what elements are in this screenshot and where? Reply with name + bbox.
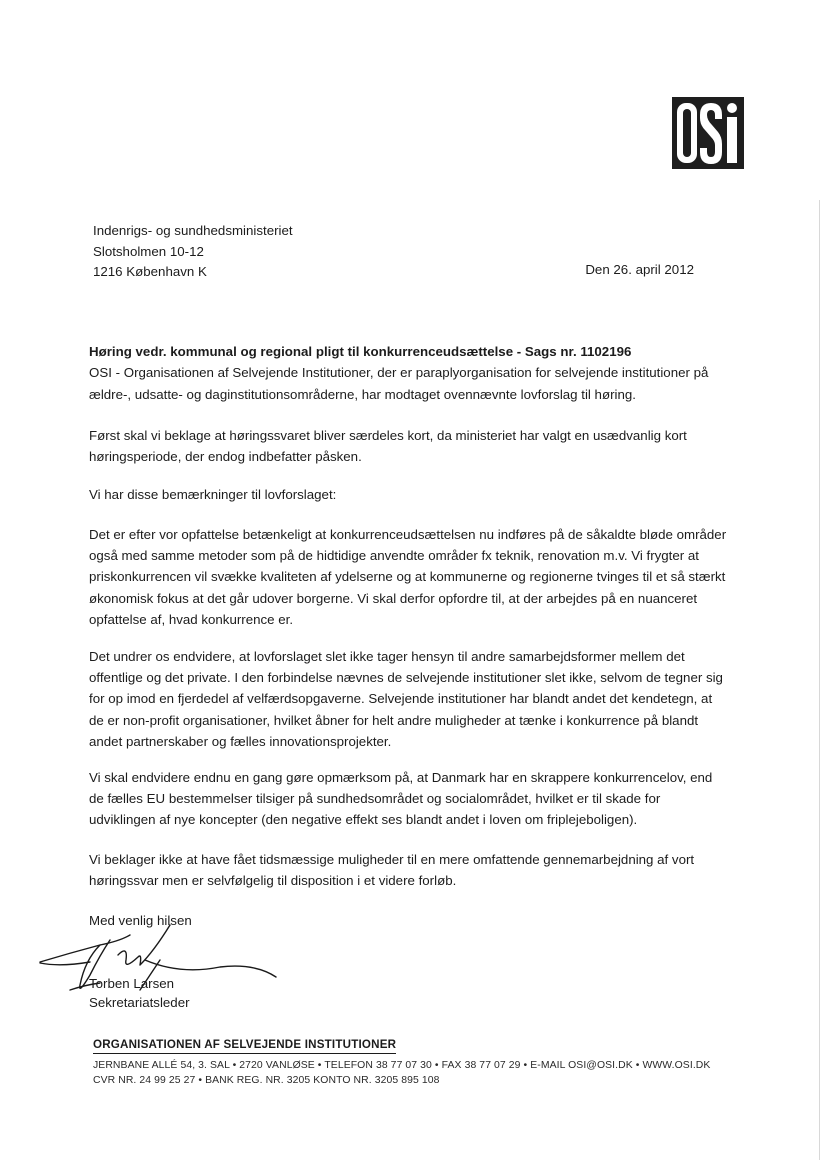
recipient-line: 1216 København K: [93, 264, 207, 279]
body-paragraph: Vi skal endvidere endnu en gang gøre opmærksom på, at Danmark har en skrappere konkurrencelov, end de fælles EU bestemmelser tilsiger på sundhedsområdet og socialområdet, hvilket er til skade for udviklingen af nye koncepter (den negative effekt ses blandt andet i loven om friplejeboligen).: [89, 770, 713, 828]
recipient-line: Slotsholmen 10-12: [93, 243, 204, 259]
closing-greeting: Med venlig hilsen: [89, 913, 192, 928]
subject-block: [89, 341, 729, 405]
body-paragraph: Vi har disse bemærkninger til lovforslaget:: [89, 487, 337, 502]
footer-bank-line: CVR NR. 24 99 25 27 • BANK REG. NR. 3205 KONTO NR. 3205 895 108: [93, 1075, 440, 1086]
recipient-address: [93, 220, 293, 282]
body-paragraph: Først skal vi beklage at høringssvaret bliver særdeles kort, da ministeriet har valgt en usædvanlig kort høringsperiode, der endog indbefatter påsken.: [89, 428, 687, 465]
body-paragraph: Det undrer os endvidere, at lovforslaget slet ikke tager hensyn til andre samarbejdsformer mellem det offentlige og det private. I den forbindelse nævnes de selvejende institutioner slet ikke, selvom de tegner sig for op imod en fjerdedel af velfærdsopgaverne. Selvejende institutioner har blandt andet det kendetegn, at de er non-profit organisationer, hvilket åbner for helt andre muligheder at tænke i konkurrence på blandt andet partnerskaber og fælles innovationsprojekter.: [89, 649, 723, 749]
signer-name: Torben Larsen: [89, 976, 175, 991]
footer-contact-line: JERNBANE ALLÉ 54, 3. SAL • 2720 VANLØSE • TELEFON 38 77 07 30 • FAX 38 77 07 29 • E-MAIL OSI@OSI.DK • WWW.OSI.DK: [93, 1060, 711, 1071]
footer-organisation: ORGANISATIONEN AF SELVEJENDE INSTITUTIONER: [93, 1038, 396, 1054]
recipient-line: Indenrigs- og sundhedsministeriet: [93, 223, 293, 238]
body-paragraph: Det er efter vor opfattelse betænkeligt at konkurrenceudsættelsen nu indføres på de såkaldte bløde områder også med samme metoder som på de hidtidige anvendte områder fx teknik, renovation m.v. Vi frygter at priskonkurrencen vil svække kvaliteten af ydelserne og at kommunerne og regionerne tvinges til et så stærkt økonomisk fokus at det går udover borgerne. Vi skal derfor opfordre til, at der arbejdes på en nuanceret opfattelse af, hvad konkurrence er.: [89, 527, 727, 627]
osi-logo: [672, 97, 744, 169]
subject-intro: OSI - Organisationen af Selvejende Institutioner, der er paraplyorganisation for selvejende institutioner på ældre-, udsatte- og daginstitutionsområderne, har modtaget ovennævnte lovforslag til høring.: [89, 365, 709, 402]
body-paragraph: Vi beklager ikke at have fået tidsmæssige muligheder til en mere omfattende gennemarbejdning af vort høringssvar men er selvfølgelig til disposition i et videre forløb.: [89, 852, 695, 889]
letter-date: Den 26. april 2012: [585, 262, 694, 277]
scan-edge-line: [819, 200, 820, 1160]
subject-title: Høring vedr. kommunal og regional pligt til konkurrenceudsættelse - Sags nr. 1102196: [89, 344, 632, 359]
signer-title: Sekretariatsleder: [89, 995, 190, 1010]
